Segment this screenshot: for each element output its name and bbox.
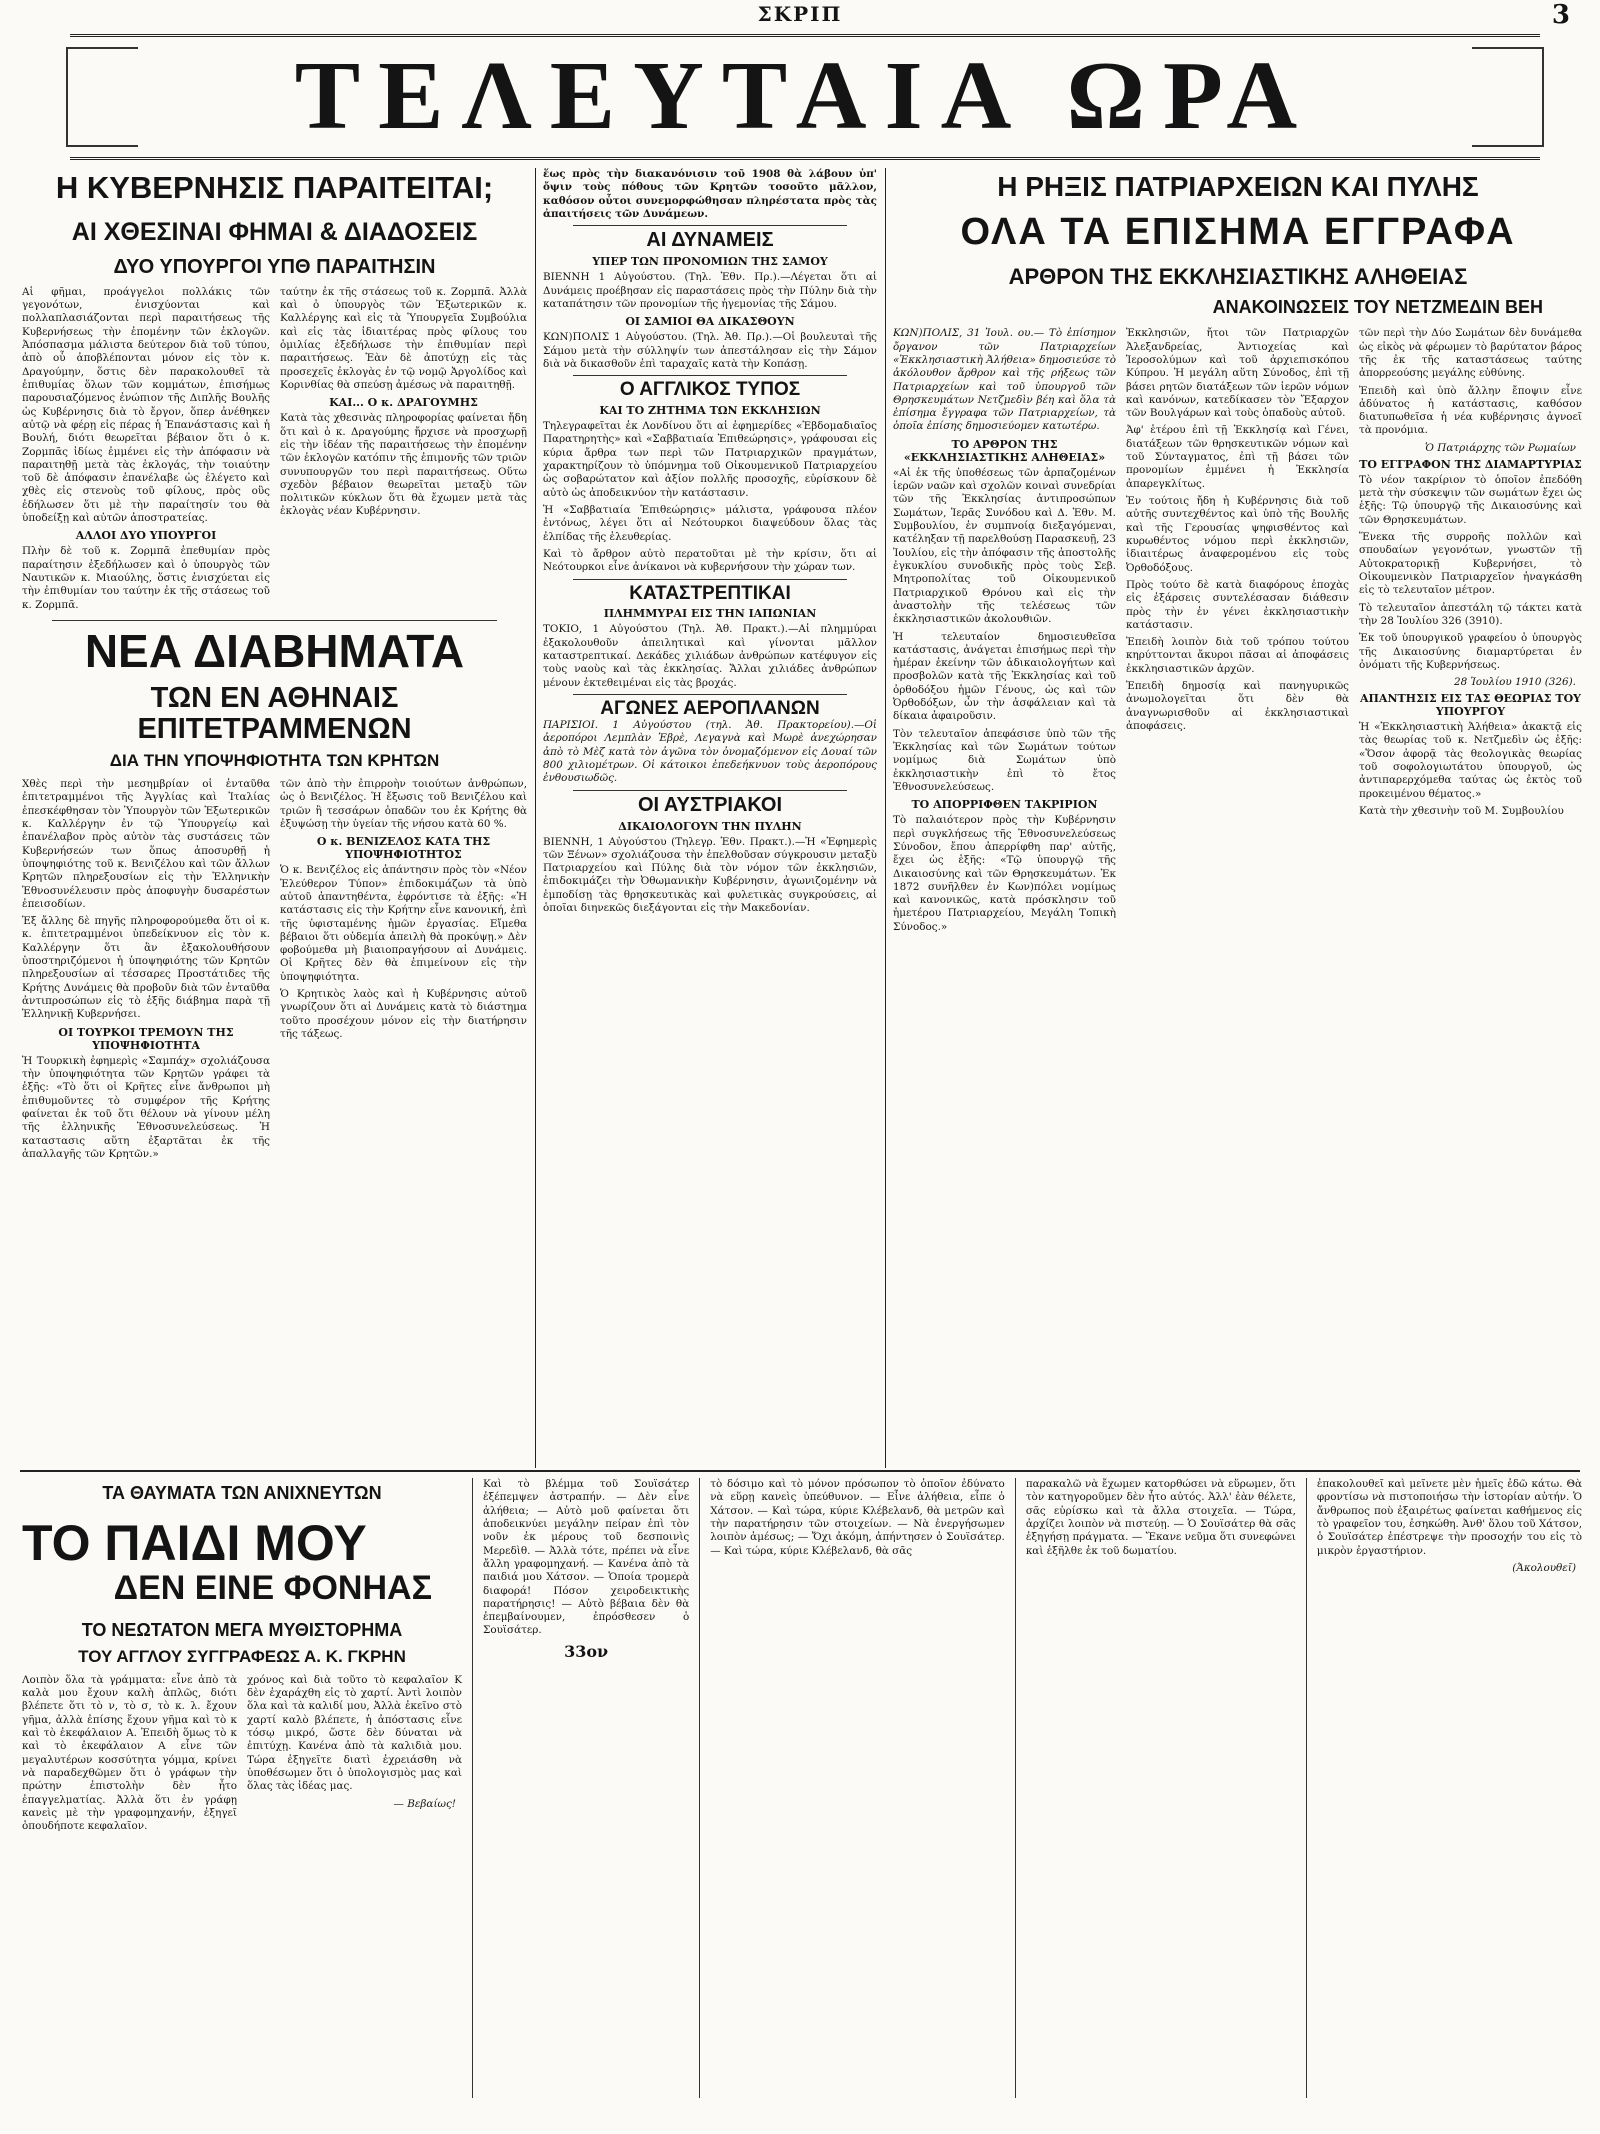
subheadline-announcements: ΑΝΑΚΟΙΝΩΣΕΙΣ ΤΟΥ ΝΕΤΖΜΕΔΙΝ ΒΕΗ [1212, 297, 1543, 318]
serial-heading-block [22, 1478, 462, 2098]
subheadline-porte: ΔΙΚΑΙΟΛΟΓΟΥΝ ΤΗΝ ΠΥΛΗΝ [618, 819, 802, 833]
article-paragraph: Πλὴν δὲ τοῦ κ. Ζορμπᾶ ἐπεθυμίαν πρὸς παραίτησιν ἐξεδήλωσεν καὶ ὁ ὑπουργὸς τῶν Ναυτικῶν κ. Μιαούλης, ὅστις ἐνισχύεται εἰς τὴν ἐπιθυμίαν του ταύτην ἐκ τῆς στάσεως τοῦ κ. Ζορμπᾶ. [22, 545, 270, 611]
section-divider [20, 1470, 1580, 1472]
article-paragraph: Τὸ τελευταῖον ἀπεστάλη τῷ τάκτει κατὰ τὴν 28 Ἰουλίου 326 (3910). [1359, 601, 1582, 627]
serial-to-be-continued: (Ἀκολουθεῖ) [1512, 1561, 1577, 1574]
article-paragraph: Τηλεγραφεῖται ἐκ Λονδίνου ὅτι αἱ ἐφημερίδες «Ἐβδομαδιαῖος Παρατηρητὴς» καὶ «Σαββατιαία Ἐπιθεώρησις», γράφουσαι εἰς κύρια ἄρθρα των περὶ τῶν Πατριαρχικῶν πραγμάτων, χαρακτηρίζουν τὸ ὑπόμνημα τοῦ Οἰκουμενικοῦ Πατριαρχείου ὡς σοβαρώτατον καὶ ἀξίον πολλῆς προσοχῆς, εὑρίσκουν δὲ αὐτὸ ὡς ἀποδεικνύον τὴν κατάστασιν. [543, 420, 877, 499]
article-paragraph: τῶν ἀπὸ τὴν ἐπιρροὴν τοιούτων ἀνθρώπων, ὡς ὁ Βενιζέλος. Ἡ ἔξωσις τοῦ Βενιζέλου καὶ τριῶν ἢ τεσσάρων ὁπαδῶν του ἐκ Κρήτης θὰ ἐξυψώσῃ τὴν ὑγείαν τῆς νήσου κατὰ 60 %. [280, 778, 527, 830]
paper-name: ΣΚΡΙΠ [757, 2, 843, 26]
article-paragraph: Τὸ νέον τακρίριον τὸ ὁποῖον ἐπεδόθη μετὰ τὴν σύσκεψιν τῶν σωμάτων ἔχει ὡς ἑξῆς: Τῷ ὑπουργῷ τῆς Δικαιοσύνης καὶ τῶν Θρησκευμάτων. [1359, 473, 1582, 526]
article-paragraph: ΚΩΝ)ΠΟΛΙΣ, 31 Ἰουλ. ου.— Τὸ ἐπίσημον ὄργανον τῶν Πατριαρχείων «Ἐκκλησιαστικὴ Ἀλήθεια» δημοσιεύσε τὸ ἀκόλουθον ἄρθρον καὶ τῆς ρήξεως τῶν Πατριαρχείων καὶ τοῦ ὑπουργοῦ τῶν Θρησκευμάτων Νετζμεδὶν βέη καὶ ὅλα τὰ ἐπίσημα ἔγγραφα τῶν Πατριαρχείων, τὰ ὁποῖα ἐπίσης δημοσιεύομεν κατωτέρω. [893, 327, 1116, 433]
right-subcolumn-1 [893, 327, 1116, 938]
subheadline-churches: ΚΑΙ ΤΟ ΖΗΤΗΜΑ ΤΩΝ ΕΚΚΛΗΣΙΩΝ [599, 404, 821, 418]
article-paragraph: ΒΙΕΝΝΗ 1 Αὐγούστου. (Τηλ. Ἐθν. Πρ.).—Λέγεται ὅτι αἱ Δυνάμεις προέβησαν εἰς παραστάσεις πρὸς τὴν Πύλην διὰ τὴν καταπάτησιν τῶν προνομίων τῆς ἡγεμονίας τῆς Σάμου. [543, 271, 877, 310]
right-news-block [893, 168, 1583, 1463]
serial-subtitle: ΤΟ ΝΕΩΤΑΤΟΝ ΜΕΓΑ ΜΥΘΙΣΤΟΡΗΜΑ [81, 1620, 403, 1641]
left-news-column [22, 168, 527, 1463]
subheadline-article: ΑΡΘΡΟΝ ΤΗΣ ΕΚΚΛΗΣΙΑΣΤΙΚΗΣ ΑΛΗΘΕΙΑΣ [1008, 264, 1468, 290]
section-subheading: ΤΟ ΕΓΓΡΑΦΟΝ ΤΗΣ ΔΙΑΜΑΡΤΥΡΙΑΣ [1359, 457, 1582, 471]
column-rule [535, 168, 536, 1468]
serial-paragraph: τὸ δόσιμο καὶ τὸ μόνον πρόσωπον τὸ ὁποῖον ἐδύνατο νὰ εὕρῃ κανεὶς ὑπεύθυνον. — Εἶνε ἀλήθεια, εἶπε ὁ Χάτσον. — Καὶ τώρα, κύριε Κλέβελανδ, θὰ μετρῶν καὶ τὴν παρατήρησιν τῶν στοιχείων. — Νὰ ἐνεργήσωμεν λοιπὸν ἀμέσως; — Ὄχι ἀκόμη, ἀπήντησεν ὁ Σουϊσάτερ. — Καὶ τώρα, κύριε Κλέβελανδ, θὰ σᾶς [710, 1478, 1005, 1557]
subheadline-samos: ΥΠΕΡ ΤΩΝ ΠΡΟΝΟΜΙΩΝ ΤΗΣ ΣΑΜΟΥ [592, 255, 828, 269]
section-subheading: ΑΠΑΝΤΗΣΙΣ ΕΙΣ ΤΑΣ ΘΕΩΡΙΑΣ ΤΟΥ ΥΠΟΥΡΓΟΥ [1359, 692, 1582, 719]
section-subheading: ΟΙ ΣΑΜΙΟΙ ΘΑ ΔΙΚΑΣΘΟΥΝ [625, 315, 795, 329]
section-subheading: ΟΙ ΤΟΥΡΚΟΙ ΤΡΕΜΟΥΝ ΤΗΣ ΥΠΟΨΗΦΙΟΤΗΤΑ [58, 1025, 234, 1052]
headline-rupture: Η ΡΗΞΙΣ ΠΑΤΡΙΑΡΧΕΙΩΝ ΚΑΙ ΠΥΛΗΣ [997, 171, 1479, 202]
section-subheading: ΚΑΙ... Ο κ. ΔΡΑΓΟΥΜΗΣ [329, 396, 478, 410]
section-subheading: ΤΟ ΑΠΟΡΡΙΦΘΕΝ ΤΑΚΡΙΡΙΟΝ [911, 798, 1098, 812]
headline-government-resigns: Η ΚΥΒΕΡΝΗΣΙΣ ΠΑΡΑΙΤΕΙΤΑΙ; [55, 170, 494, 205]
article-paragraph: τῶν περὶ τὴν Δύο Σωμάτων δὲν δυνάμεθα ὡς εἰκὸς νὰ φέρωμεν τὸ βαρύτατον βάρος τῆς ἐκ τῆς καταστάσεως ταύτης ἀπορρεούσης μεγάλης εὐθύνης. [1359, 327, 1582, 380]
article-paragraph: Κατὰ τὴν χθεσινὴν τοῦ Μ. Συμβουλίου [1359, 805, 1564, 818]
headline-aeroplane-races: ΑΓΩΝΕΣ ΑΕΡΟΠΛΑΝΩΝ [600, 698, 820, 719]
article-paragraph: Ἐκκλησιῶν, ἤτοι τῶν Πατριαρχῶν Ἀλεξανδρείας, Ἀντιοχείας καὶ Ἱεροσολύμων καὶ τοῦ ἀρχιεπισκόπου Κύπρου. Ἡ μεγάλη αὕτη Σύνοδος, ἐπὶ τῇ βάσει ρητῶν διατάξεων τῶν ἱερῶν νόμων καὶ κανόνων, κατεδίκασεν τὸν Ἔξαρχον τῶν Βουλγάρων καὶ τοὺς ὀπαδοὺς αὐτοῦ. [1126, 327, 1349, 420]
signature-patriarch: Ὁ Πατριάρχης τῶν Ρωμαίων [1425, 441, 1576, 454]
serial-novel-section [22, 1478, 1582, 2118]
article-paragraph: Ἡ τελευταίον δημοσιευθεῖσα κατάστασις, ἀνάγεται ἐπισήμως περὶ τὴν ἡμέραν ἐκείνην τῶν ἀδικαιολογήτων καὶ προσβολῶν κατὰ τῆς Ἐκκλησίας καὶ τοῦ ὀρθοδόξου ἡμῶν Γένους, ὡς καὶ τῶν Ὀρθοδόξων, ὧν τὴν ἀσφάλειαν καὶ τὰ δίκαια ἀφαιροῦσιν. [893, 630, 1116, 723]
article-paragraph: Αἱ φῆμαι, προάγγελοι πολλάκις τῶν γεγονότων, ἐνισχύονται καὶ πολλαπλασιάζονται περὶ παραιτήσεως τῆς Κυβερνήσεως τὴν ἐπομένην τῶν ἐκλογῶν. Ἀπόσπασμα μάλιστα δεύτερον διὰ τοῦ τύπου, ἀπὸ οὗ ἀποβλέπονται μόνον εἰς τὸν κ. Δραγούμην, ὅστις δὲν παρακολουθεῖ τὰ ἐπιθυμίας ὅλων τῶν κομμάτων, ἐπισήμως παρουσιαζόμενος ἐνώπιον τῆς Διπλῆς Βουλῆς ὡς Κυβέρνησις διὰ τὸ ἔργον, ὅπερ ἀνέθηκεν αὐτῷ νὰ φέρῃ εἰς πέρας ἡ Ἐπανάστασις καὶ ἡ Βουλή, διότι θεωρεῖται βέβαιον ὅτι ὁ κ. Ζορμπᾶς ἰδίως ἐμμένει εἰς τὴν ἀπόφασιν νὰ παραιτηθῇ μετὰ τὰς ἐκλογάς, τὴν τοιαύτην τοῦ δὲ ἀπόφασιν ἐπανέλαβε ὡς ἐλέγετο καὶ χθὲς εἰς στενοὺς τοῦ φίλους, πρὸς οὓς ἐδήλωσεν ὅτι μὲ τὴν παραίτησίν του θὰ ὑποδείξῃ καὶ αὐτῶν ἀποστρατείας. [22, 285, 270, 525]
article-paragraph: Ἐπειδὴ δημοσίᾳ καὶ πανηγυρικῶς ἀνωμολογεῖται ὅτι δὲν θὰ ἀναγνωρισθοῦν αἱ ἐκκλησιαστικαὶ ἀποφάσεις. [1126, 680, 1349, 733]
article-paragraph: ταύτην ἐκ τῆς στάσεως τοῦ κ. Ζορμπᾶ. Ἀλλὰ καὶ ὁ ὑπουργὸς τῶν Ἐξωτερικῶν κ. Καλλέργης καὶ εἰς τὰ Ὑπουργεῖα Συμβούλια καὶ εἰς τὰς ἰδιαιτέρας πρὸς φίλους του ὁμιλίας ἐξεδήλωσε τὴν ἐπιθυμίαν περὶ παραιτήσεως. Ἐὰν δὲ ἀποτύχῃ εἰς τὰς προσεχεῖς ἐκλογὰς ἐν τῷ νομῷ Ἀργολίδος καὶ Κορινθίας θὰ σπεύσῃ ἀμέσως νὰ παραιτηθῇ. [280, 285, 527, 391]
article-paragraph: ΤΟΚΙΟ, 1 Αὐγούστου (Τηλ. Ἀθ. Πρακτ.).—Αἱ πλημμύραι ἐξακολουθοῦν ἀπειλητικαὶ καὶ γίνονται μᾶλλον καταστρεπτικαί. Δεκάδες χιλιάδων ἀνθρώπων κατέφυγον εἰς τοὺς ναοὺς καὶ τὰς ἐκκλησίας. Ἄλλαι χιλιάδες ἀνθρώπων μένουν ἐκτεθειμέναι εἰς τὰς βροχάς. [543, 623, 877, 689]
article-paragraph: «Αἱ ἐκ τῆς ὑποθέσεως τῶν ἀρπαζομένων ἱερῶν ναῶν καὶ σχολῶν κοιναὶ συνεδρίαι τῶν τῆς Ἐκκλησίας ἀντιπροσώπων Σωμάτων, Ἱερᾶς Συνόδου καὶ Δ. Ἐθν. Μ. Συμβουλίου, ἐν συμπνοίᾳ διεξαγόμεναι, κατέληξαν τῇ παρελθούσῃ Παρασκευῇ, 23 Ἰουλίου, εἰς τὴν ἀπόφασιν τῆς ἀποστολῆς ἐγκυκλίου συνοδικῆς πρὸς τοὺς Σεβ. Μητροπολίτας τοῦ Οἰκουμενικοῦ Πατριαρχικοῦ Θρόνου καὶ εἰς τὴν ἀναστολὴν τῆς τελέσεως τῶν ἐκκλησιαστικῶν ἀκολουθιῶν. [893, 466, 1117, 626]
serial-paragraph: παρακαλῶ νὰ ἔχωμεν κατορθώσει νὰ εὕρωμεν, ὅτι τὸν κατηγοροῦμεν δὲν ἦτο αὐτός. Ἀλλ' ἐὰν θέλετε, σᾶς εὑρίσκω καὶ τὰ ἄλλα στοιχεῖα. — Τώρα, ἀρχίζει λοιπὸν νὰ πιστεύῃ. — Ὁ Σουϊσάτερ θὰ σᾶς ἐξηγήσῃ πράγματα. — Ἔκανε νεῦμα ὅτι συνεφώνει καὶ ἐξῆλθε ἐκ τοῦ δωματίου. [1025, 1478, 1296, 1557]
article-paragraph: Ἐπειδὴ καὶ ὑπὸ ἄλλην ἔποψιν εἶνε ἀδύνατος ἡ κατάστασις, καθόσον διατυπωθεῖσα ἡ νέα κυβέρνησις ἀγνοεῖ τὰ προνόμια. [1359, 384, 1582, 437]
right-subcolumn-2 [1126, 327, 1349, 938]
column-rule [885, 168, 886, 1468]
article-paragraph: Ὁ κ. Βενιζέλος εἰς ἀπάντησιν πρὸς τὸν «Νέον Ἐλεύθερον Τύπον» ἐπιδοκιμάζων τὰ ὑπὸ αὐτοῦ ἀπαντηθέντα, ἐφρόντισε τὰ ἐξῆς: «Ἡ κατάστασις εἰς τὴν Κρήτην εἶνε κανονική, ἐπὶ τῆς ὑφισταμένης ἡμῶν ἐργασίας. Εἴμεθα βέβαιοι ὅτι οὐδεμία ἀπειλὴ θὰ προκύψῃ.» Δὲν φοβούμεθα μὴ βιαιοπραγήσουν αἱ Δυνάμεις. Οἱ Κρῆτες δὲν θὰ ἐπιμείνουν εἰς τὴν ὑποψηφιότητα. [280, 864, 527, 983]
subheadline-japan-floods: ΠΛΗΜΜΥΡΑΙ ΕΙΣ ΤΗΝ ΙΑΠΩΝΙΑΝ [603, 607, 817, 621]
headline-austrians: ΟΙ ΑΥΣΤΡΙΑΚΟΙ [637, 793, 783, 816]
headline-powers: ΑΙ ΔΥΝΑΜΕΙΣ [646, 229, 774, 252]
article-paragraph: Ἡ «Σαββατιαία Ἐπιθεώρησις» μάλιστα, γράφουσα πλέον ἐντόνως, λέγει ὅτι αἱ Νεότουρκοι διαψεύδουν ὅλας τὰς ἐλπίδας τῆς ἐλευθερίας. [543, 503, 877, 543]
serial-author: ΤΟΥ ΑΓΓΛΟΥ ΣΥΓΓΡΑΦΕΩΣ Α. Κ. ΓΚΡΗΝ [78, 1646, 406, 1666]
section-subheading: ΑΛΛΟΙ ΔΥΟ ΥΠΟΥΡΓΟΙ [75, 529, 217, 543]
article-paragraph: Ἡ «Ἐκκλησιαστικὴ Ἀλήθεια» ἀκακτᾷ εἰς τὰς θεωρίας τοῦ κ. Νετζμεδὶν ὡς ἑξῆς: «Ὅσον ἀφορᾷ τὰς θεολογικὰς θεωρίας τοῦ σοφολογιωτάτου ὑπουργοῦ, ὡς ἀντιπαρερχόμεθα ταύτας ὡς ἐκτὸς τοῦ προκειμένου θέματος.» [1359, 721, 1582, 800]
article-paragraph: ΒΙΕΝΝΗ, 1 Αὐγούστου (Τηλεγρ. Ἐθν. Πρακτ.).—Ἡ «Ἐφημερὶς τῶν Ξένων» σχολιάζουσα τὴν ἐπελθοῦσαν σύγκρουσιν μεταξὺ Πατριαρχείου καὶ Πύλης διὰ τὸν νόμον τῶν ἐκκλησιῶν, ἐπιδοκιμάζει τὴν Ὀθωμανικὴν Κυβέρνησιν, ἀγωνιζομένην νὰ ἐμποδίσῃ τὰς θρησκευτικὰς καὶ φυλετικὰς συγκρούσεις, αἱ ὁποῖαι διηνεκῶς διεξάγονται εἰς τὴν Μακεδονίαν. [543, 835, 877, 915]
article-paragraph: Ἐξ ἄλλης δὲ πηγῆς πληροφορούμεθα ὅτι οἱ κ. κ. ἐπιτετραμμένοι ὑπεδείκνυον εἰς τὸν κ. Καλλέργην ὅτι ἂν ἐξακολουθήσουν ὑποστηριζόμενοι ἡ ὑποψηφιότης τῶν Κρητῶν πληρεξουσίων αἱ τέσσαρες Προστάτιδες τῆς Κρήτης Δυνάμεις θὰ προβοῦν διὰ τῶν ἐνταῦθα ἀντιπροσώπων εἰς τὸ ἐξῆς διάβημα παρὰ τῇ Ἑλληνικῇ Κυβερνήσει. [22, 915, 270, 1021]
serial-title-2: ΔΕΝ ΕΙΝΕ ΦΟΝΗΑΣ [113, 1569, 432, 1608]
subheadline-rumours: ΑΙ ΧΘΕΣΙΝΑΙ ΦΗΜΑΙ & ΔΙΑΔΟΣΕΙΣ [71, 217, 478, 246]
article-paragraph: Πρὸς τούτο δὲ κατὰ διαφόρους ἐποχὰς εἰς ἐξάρσεις συντελέσασαν διάθεσιν πρὸς τὴν ἐν γένει ἐκκλησιαστικὴν κατάστασιν. [1126, 578, 1349, 631]
headline-english-press: Ο ΑΓΓΛΙΚΟΣ ΤΥΠΟΣ [619, 379, 801, 401]
serial-paragraph: Καὶ τὸ βλέμμα τοῦ Σουϊσάτερ ἐξέπεμψεν ἀστραπήν. — Δὲν εἶνε ἀλήθεια; — Αὐτὸ μοῦ φαίνεται ὅτι ἀποδεικνύει μεγάλην πείραν ἐπὶ τὸν νοῦν ἐκ μέρους τοῦ δεσποινὶς Μερεδὶθ. — Ἀλλὰ τότε, πρέπει νὰ εἶνε ἄλλη γραφομηχανή. — Κανένα ἀπὸ τὰ παιδιά μου Χάτσον. — Ὁποία τρομερὰ διαφορά! Πόσον χειροδεικτικὴς παρατήρησις! — Αὐτὸ βέβαια δὲν θὰ ἐπεμβαίνουμεν, ἐπρόσθεσεν ὁ Σουϊσάτερ. [482, 1478, 690, 1637]
page-number: 3 [1551, 0, 1570, 30]
middle-news-column [543, 168, 877, 1463]
subheadline-two-ministers: ΔΥΟ ΥΠΟΥΡΓΟΙ ΥΠΘ ΠΑΡΑΙΤΗΣΙΝ [113, 255, 436, 278]
article-paragraph: Τὸν τελευταῖον ἀπεφάσισε ὑπὸ τῶν τῆς Ἐκκλησίας καὶ τῶν Σωμάτων τούτων νομίμως διὰ Σωμάτων ὑπὸ ἐκκλησιαστικὴν ἐπὶ τὸ ἔτος Ἐθνοσυνελεύσεως. [893, 727, 1116, 793]
dateline: 28 Ἰουλίου 1910 (326). [1453, 676, 1576, 689]
article-paragraph: Ἐκ τοῦ ὑπουργικοῦ γραφείου ὁ ὑπουργὸς τῆς Δικαιοσύνης διαμαρτύρεται ἐν ὀνόματι τῆς Κυβερνήσεως. [1359, 632, 1582, 671]
article-paragraph: ΠΑΡΙΣΙΟΙ. 1 Αὐγούστου (τηλ. Ἀθ. Πρακτορείου).—Οἱ ἀεροπόροι Λεμπλὰν Ἐβρὲ, Λεγαγνὰ καὶ Μωρὲ ἀνεχώρησαν ἀπὸ τὸ Μὲζ κατὰ τὸν ἀγῶνα τὸν ὀνομαζόμενον εἰς Δουαί τῶν 800 χιλιομέτρων. Οἱ κάτοικοι ἐπεδεήκνυον τοὺς ἀεροπόρους ἐνθουσιωδῶς. [543, 718, 877, 785]
article-paragraph: Χθὲς περὶ τὴν μεσημβρίαν οἱ ἐνταῦθα ἐπιτετραμμένοι τῆς Ἀγγλίας καὶ Ἰταλίας ἐπεσκέφθησαν τὸν Ὑπουργὸν τῶν Ἐξωτερικῶν κ. Καλλέργην ἐν τῷ Ὑπουργείῳ καὶ ἐπανέλαβον πρὸς αὐτὸν τὰς συστάσεις τῶν Κυβερνήσεών των ὅπως ἀποσυρθῇ ἡ ὑποψηφιότης τοῦ κ. Βενιζέλου καὶ τῶν ἄλλων Κρητῶν πληρεξουσίων εἰς τὴν Ἑλληνικὴν Ἐθνοσυνέλευσιν πρὸς ἀποφυγὴν δυσαρέστων ἐπεισοδίων. [22, 778, 270, 910]
article-paragraph: Ἐπειδὴ λοιπὸν διὰ τοῦ τρόπου τούτου κηρύττονται ἄκυροι πᾶσαι αἱ ἀποφάσεις ἐκκλησιαστικῶν ἀρχῶν. [1126, 636, 1349, 675]
article-paragraph: ΚΩΝ)ΠΟΛΙΣ 1 Αὐγούστου. (Τηλ. Ἀθ. Πρ.).—Οἱ βουλευταὶ τῆς Σάμου μετὰ τὴν σύλληψίν των ἀπεστάλησαν εἰς τὴν Σάμον διὰ νὰ δικασθοῦν ἐπὶ ταραχαῖς κατὰ τὴν Κοπάσῃ. [543, 331, 877, 370]
serial-installment-number: 33ον [564, 1641, 609, 1661]
headline-destructive: ΚΑΤΑΣΤΡΕΠΤΙΚΑΙ [629, 582, 791, 604]
article-paragraph: Ἐν τούτοις ἤδη ἡ Κυβέρνησις διὰ τοῦ αὐτῆς συντεχθέντος καὶ ὑπὸ τῆς Βουλῆς καὶ τῆς Γερουσίας ψηφισθέντος καὶ κυρωθέντος νόμου περὶ ἐκκλησιῶν, ἰδιαιτέρως ἀναφερομένου εἰς τοὺς Ὀρθοδόξους. [1126, 495, 1349, 574]
article-paragraph: Τὸ παλαιότερον πρὸς τὴν Κυβέρνησιν περὶ συγκλήσεως τῆς Ἐθνοσυνελεύσεως Σύνοδον, ἔπου ἀπερρίφθη παρ' αὐτῆς, ἔχει ὡς ἑξῆς: «Τῷ ὑπουργῷ τῆς Δικαιοσύνης καὶ τῶν Θρησκευμάτων. Ἐκ 1872 συνῆλθεν ἐν Κων)πόλει νομίμως καὶ κανονικῶς, κατὰ πρόσκλησιν τοῦ ἡμετέρου Πατριαρχείου, Μεγάλη Τοπικὴ Σύνοδος.» [893, 814, 1116, 933]
article-paragraph: Ἡ Τουρκικὴ ἐφημερὶς «Σαμπάχ» σχολιάζουσα τὴν ὑποψηφιότητα τῶν Κρητῶν γράφει τὰ ἑξῆς: «Τὸ ὅτι οἱ Κρῆτες εἶνε ἄνθρωποι μὴ ἐπιθυμοῦντες τὸ συμφέρον τῆς Κρήτης φαίνεται ἐκ τοῦ ὅτι θέλουν νὰ γίνουν μέλη τῆς ἑλληνικῆς Ἐθνοσυνελεύσεως. Ἡ καταστασις αὕτη ἐξαρτᾶται ἐκ τῆς ἀπαλλαγῆς τῶν Κρητῶν.» [22, 1054, 270, 1160]
article-paragraph: Κατὰ τὰς χθεσινὰς πληροφορίας φαίνεται ἤδη ὅτι καὶ ὁ κ. Δραγούμης ἤρχισε νὰ προσχωρῇ εἰς τὴν ἰδέαν τῆς παραιτήσεως τὴν ἐπομένην τῶν ἐκλογῶν κατόπιν τῆς ἐπιμονῆς τῶν τριῶν συνυπουργῶν του περὶ παραιτήσεως. Οὕτω σχεδὸν βέβαιον θεωρεῖται μεταξὺ τῶν πολιτικῶν κύκλων ὅτι θὰ ἔχωμεν μετὰ τὰς ἐκλογὰς νέαν Κυβέρνησιν. [280, 412, 527, 518]
masthead [0, 0, 1600, 30]
article-paragraph: Ὁ Κρητικὸς λαὸς καὶ ἡ Κυβέρνησις αὐτοῦ γνωρίζουν ὅτι αἱ Δυνάμεις κατὰ τὸ διάστημα τοῦτο προσέχουν μόνον εἰς τὴν διατήρησιν τῆς τάξεως. [280, 988, 527, 1040]
article-paragraph: Καὶ τὸ ἄρθρον αὐτὸ περατοῦται μὲ τὴν κρίσιν, ὅτι αἱ Νεότουρκοι εἶνε ἀνίκανοι νὰ κυβερνήσουν τὴν χώραν των. [543, 547, 877, 574]
section-subheading: Ο κ. ΒΕΝΙΖΕΛΟΣ ΚΑΤΑ ΤΗΣ ΥΠΟΨΗΦΙΟΤΗΤΟΣ [316, 835, 491, 862]
section-banner [70, 34, 1540, 160]
serial-title-1: ΤΟ ΠΑΙΔΙ ΜΟΥ [22, 1514, 367, 1571]
serial-paragraph: Λοιπὸν ὅλα τὰ γράμματα: εἶνε ἀπὸ τὰ καλὰ μου ἔχουν καλὴ ἀπλῶς, διότι βλέπετε ὅτι τὸ ν, τὸ σ, τὸ κ. λ. ἔχουν γῆμα, ἀλλὰ ἐπίσης ἔχουν γῆμα καὶ τὸ κ καὶ τὸ ἐκεφάλαιον Α. Ἐπειδὴ ὅμως τὸ κ καὶ τὸ ἐκεφάλαιον Α εἶνε τῶν μεγαλυτέρων κοσσύτητα γόμμα, κρίνει νὰ παραδεχθῶμεν ὅτι ὁ γράφων τὴν πρώτην ἐπιστολὴν δὲν ἦτο ἐπαγγελματίας. Ἀλλὰ ὅτι ἐν γράφῃ κανεὶς μὲ τὴν γραφομηχανήν, ἐξηγεῖ ὁπουδήποτε κεφαλαῖον. [22, 1673, 237, 1833]
serial-paragraph: ἐπακολουθεῖ καὶ μεῖνετε μὲν ἡμεῖς ἐδῶ κάτω. Θὰ φροντίσω νὰ πιστοποιήσω τὴν ἱστορίαν αὐτήν. Ὁ ἄνθρωπος ποὺ ἐξαιρέτως φαίνεται καθήμενος εἰς τὸ γραφεῖον του, ἐσηκώθη. Ἀνθ' ὅλου τοῦ Χάτσον, ὁ Σουϊσάτερ ἐπέστρεψε τὴν προσοχήν του εἰς τὸ μικρὸν ἐργαστήριον. [1316, 1478, 1582, 1557]
serial-label: ΤΑ ΘΑΥΜΑΤΑ ΤΩΝ ΑΝΙΧΝΕΥΤΩΝ [102, 1483, 382, 1503]
headline-official-documents: ΟΛΑ ΤΑ ΕΠΙΣΗΜΑ ΕΓΓΡΑΦΑ [960, 211, 1516, 254]
headline-new-demarches: ΝΕΑ ΔΙΑΒΗΜΑΤΑ [84, 624, 465, 677]
article-paragraph: Ἕνεκα τῆς συρροῆς πολλῶν καὶ σπουδαίων γεγονότων, γνωστῶν τῇ Αὐτοκρατορικῇ Κυβερνήσει, τὸ Οἰκουμενικὸν Πατριαρχεῖον ἠναγκάσθη εἰς τὸ τελευταῖον μέτρον. [1359, 531, 1582, 597]
serial-paragraph: χρόνος καὶ διὰ τοῦτο τὸ κεφαλαῖον Κ δὲν ἐχαράχθη εἰς τὸ χαρτί. Ἀντὶ λοιπὸν ὅλα καὶ τὰ καλιδί μου, Ἀλλὰ ἐκεῖνο στὸ χαρτί καλὸ βλέπετε, ἡ ἀπόστασις εἶνε τόσῳ μικρό, ὥστε δὲν δύναται νὰ ἐπιτύχῃ. Κανένα ἀπὸ τὰ καλιδιὰ μου. Τώρα ἐξηγεῖτε διατὶ ἐχρειάσθη νὰ ὑποθέσωμεν ὅτι ὁ ὑπολογισμὸς μας καὶ ὅλας τὰς ἰδέας μας. [247, 1673, 462, 1793]
article-paragraph: Ἀφ' ἑτέρου ἐπὶ τῇ Ἐκκλησίᾳ καὶ Γένει, διατάξεων τῶν θρησκευτικῶν νόμων καὶ τοῦ Σύνταγματος, ἐπὶ τῇ βάσει τῶν προνομίων ἐμμένει ἡ Ἐκκλησία ἀπαρεγκλίτως. [1126, 424, 1349, 490]
article-paragraph: ἕως πρὸς τὴν διακανόνισιν τοῦ 1908 θὰ λάβουν ὑπ' ὄψιν τοὺς πόθους τῶν Κρητῶν τοσοῦτο μᾶλλον, καθόσον οὗτοι συνεμορφώθησαν πληρέστατα πρὸς τὰς ἀπαιτήσεις τῶν Δυνάμεων. [543, 168, 877, 220]
banner-title: ΤΕΛΕΥΤΑΙΑ ΩΡΑ [294, 42, 1316, 150]
subheadline-cretan-candidacy: ΔΙΑ ΤΗΝ ΥΠΟΨΗΦΙΟΤΗΤΑ ΤΩΝ ΚΡΗΤΩΝ [109, 751, 440, 771]
section-subheading: ΤΟ ΑΡΘΡΟΝ ΤΗΣ «ΕΚΚΛΗΣΙΑΣΤΙΚΗΣ ΑΛΗΘΕΙΑΣ» [903, 437, 1106, 464]
right-subcolumn-3 [1359, 327, 1582, 938]
serial-paragraph-end: — Βεβαίως! [393, 1797, 456, 1810]
subheadline-chargés: ΤΩΝ ΕΝ ΑΘΗΝΑΙΣ ΕΠΙΤΕΤΡΑΜΜΕΝΩΝ [137, 682, 412, 745]
